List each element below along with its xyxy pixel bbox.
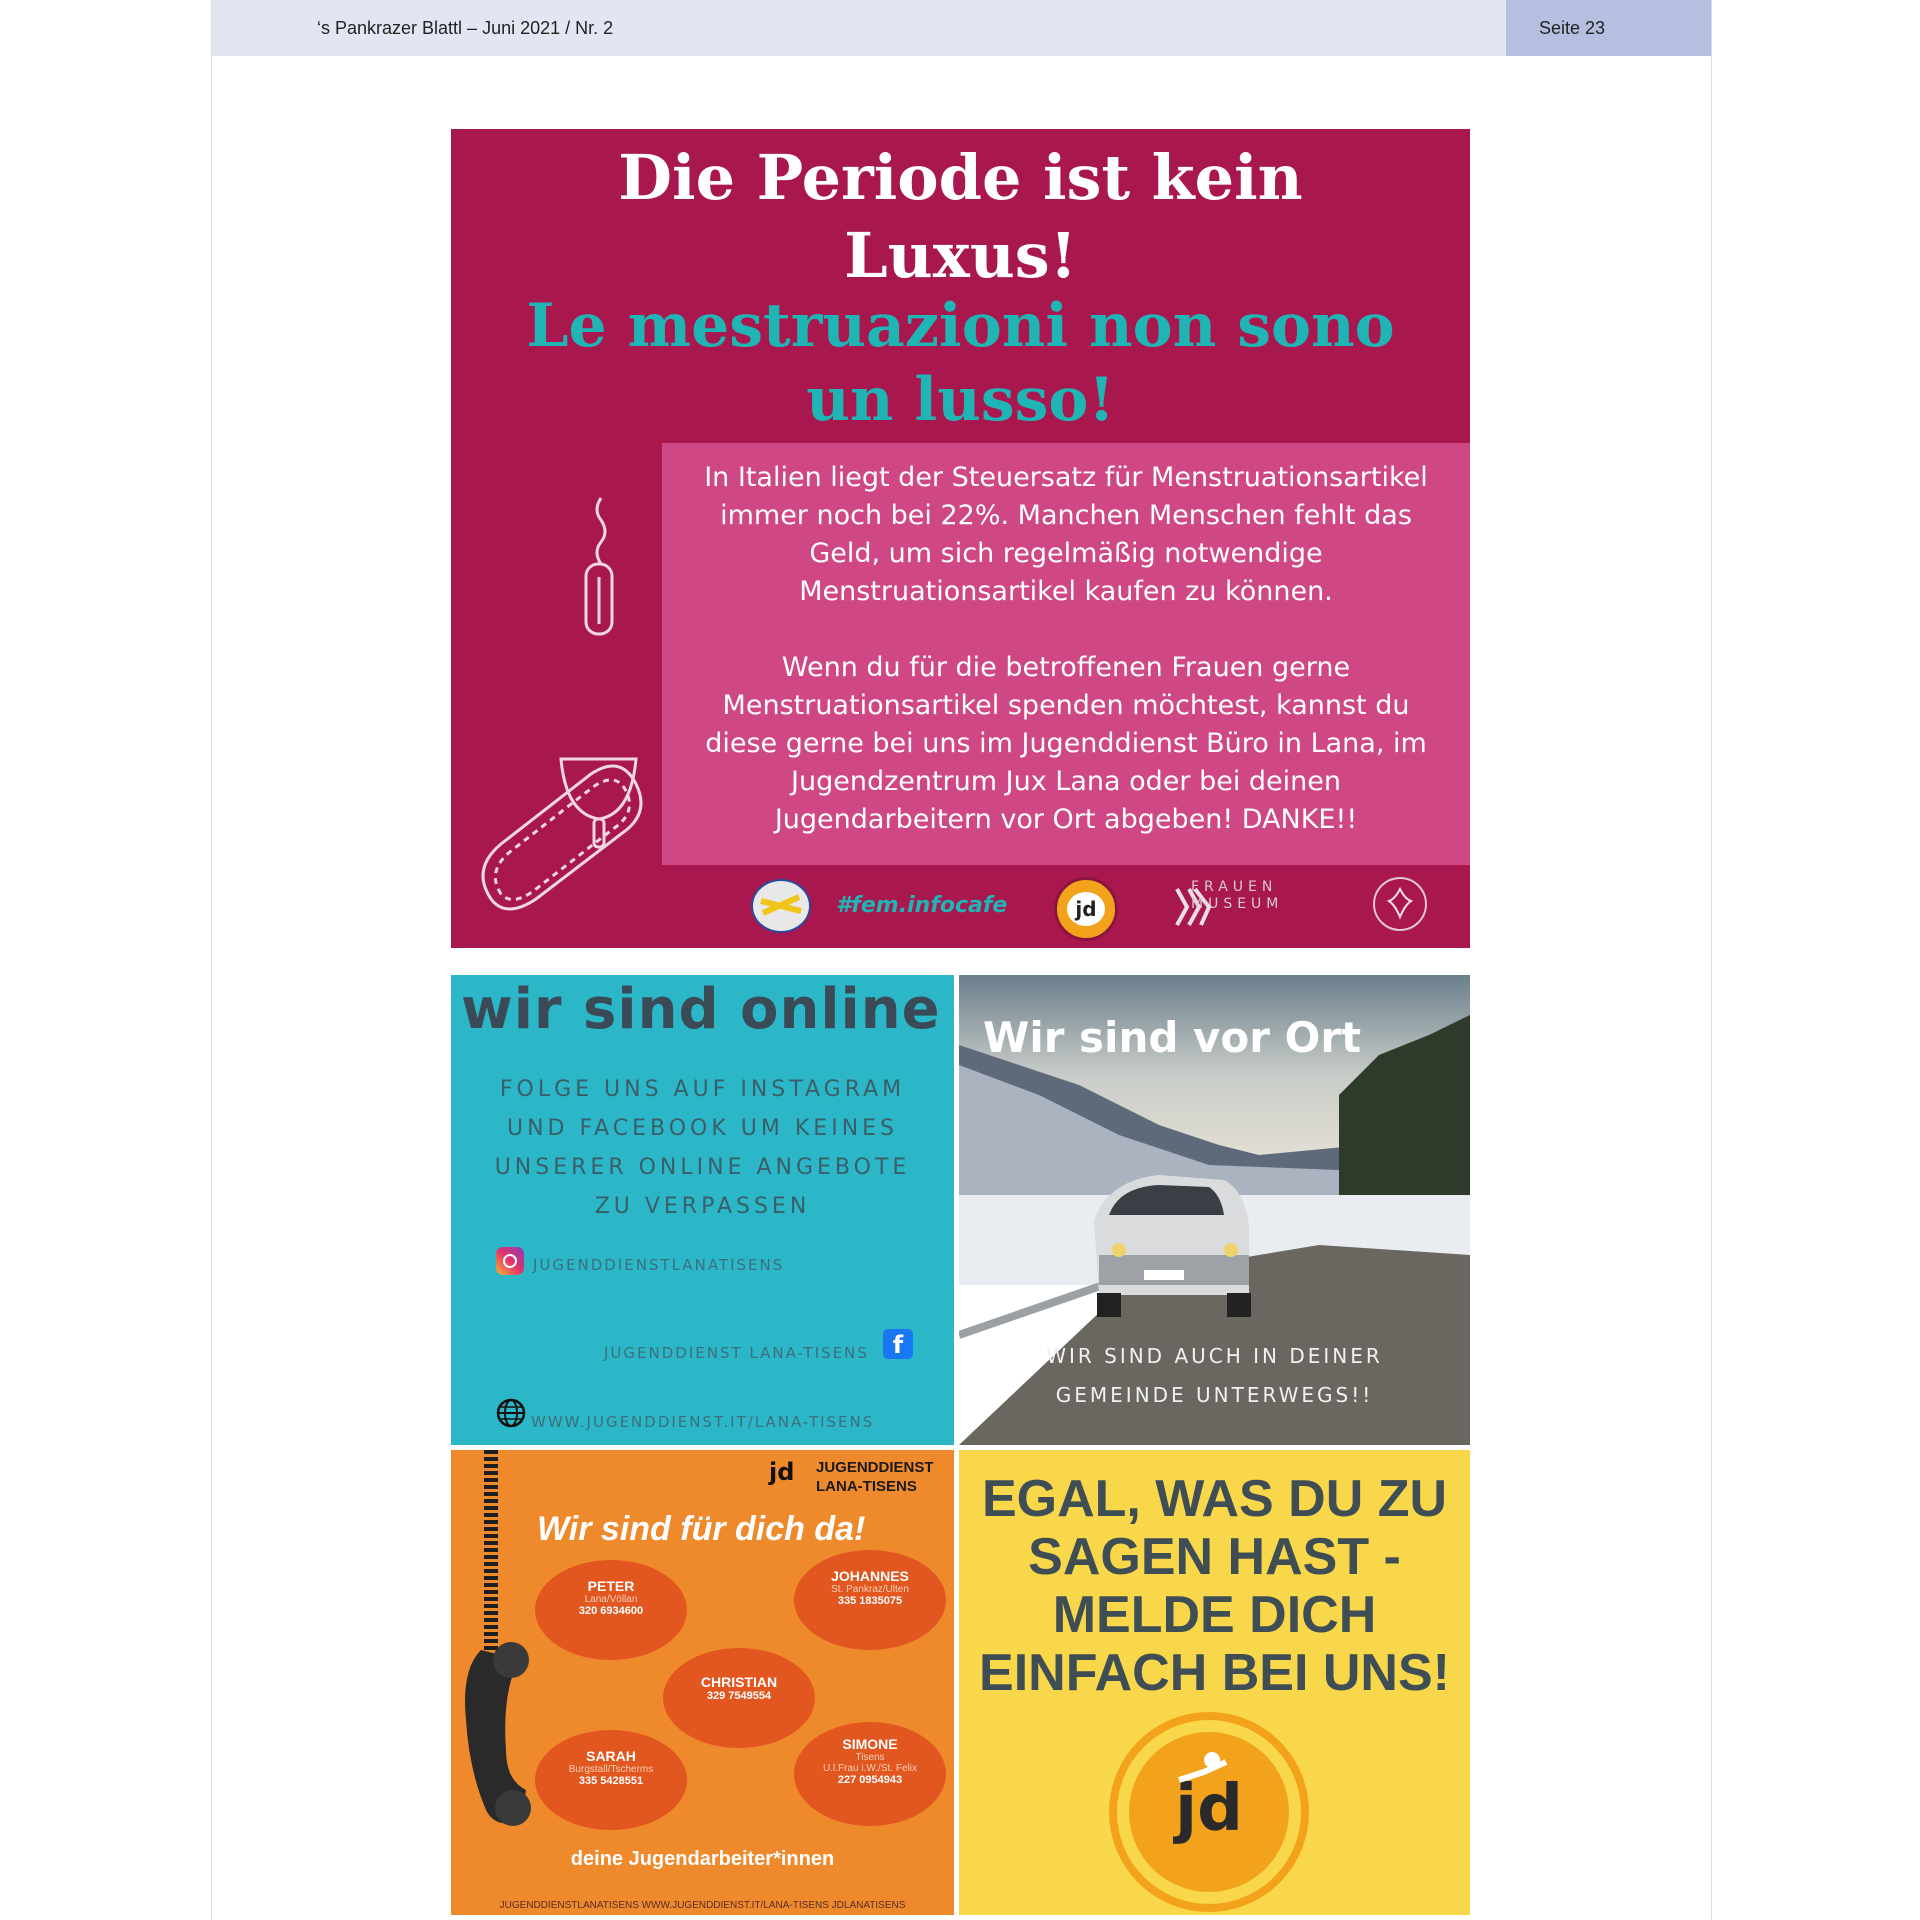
contact-phone: 227 0954943 xyxy=(837,1774,903,1786)
melde-dich-tile xyxy=(959,1450,1470,1915)
melde-line: MELDE DICH xyxy=(1052,1586,1377,1644)
poster-line: Geld, um sich regelmäßig notwendige xyxy=(809,538,1323,569)
instagram-handle[interactable]: JUGENDDIENSTLANATISENS xyxy=(533,1256,785,1274)
online-text-line: UNSERER ONLINE ANGEBOTE xyxy=(494,1155,911,1180)
contact-phone: 329 7549554 xyxy=(706,1690,772,1702)
jd-logo: jd xyxy=(1054,877,1118,941)
jux-logo xyxy=(751,879,811,933)
contact-bubble xyxy=(535,1730,687,1830)
online-title: wir sind online xyxy=(461,977,941,1042)
frauenmuseum-line1: FRAUEN xyxy=(1191,879,1278,895)
telephone-receiver-icon xyxy=(451,1450,531,1830)
page-header xyxy=(212,0,1711,56)
contact-name: SIMONE xyxy=(842,1736,898,1752)
melde-line: EGAL, WAS DU ZU xyxy=(981,1470,1448,1528)
poster-line: Menstruationsartikel spenden möchtest, kannst du xyxy=(722,690,1410,721)
online-text-line: ZU VERPASSEN xyxy=(594,1194,811,1219)
contact-bubble xyxy=(535,1560,687,1660)
menstrual-cup-icon xyxy=(561,759,636,847)
page-number: Seite 23 xyxy=(1539,18,1606,38)
melde-line: EINFACH BEI UNS! xyxy=(979,1644,1450,1702)
facebook-handle[interactable]: JUGENDDIENST LANA-TISENS xyxy=(604,1344,869,1362)
poster-line: In Italien liegt der Steuersatz für Menstruationsartikel xyxy=(704,462,1428,493)
vor-ort-subtitle xyxy=(959,1337,1470,1415)
frauenmuseum-line2: MUSEUM xyxy=(1191,896,1284,912)
jd-mini-logo: jd xyxy=(769,1458,795,1486)
online-tile xyxy=(451,975,954,1445)
vor-ort-tile xyxy=(959,975,1470,1445)
contact-name: CHRISTIAN xyxy=(700,1674,778,1690)
online-text xyxy=(451,1070,954,1226)
contacts-social-line: JUGENDDIENSTLANATISENS WWW.JUGENDDIENST.IT/LANA-TISENS JDLANATISENS xyxy=(499,1900,906,1911)
poster-paragraph-2 xyxy=(662,649,1470,839)
poster-line: Jugendarbeitern vor Ort abgeben! DANKE!! xyxy=(774,804,1358,835)
jd-figure-icon xyxy=(1174,1750,1234,1790)
poster-line: Wenn du für die betroffenen Frauen gerne xyxy=(781,652,1351,683)
poster-title-german xyxy=(451,139,1470,295)
poster-line: diese gerne bei uns im Jugenddienst Büro in Lana, im xyxy=(705,728,1427,759)
contacts-tile xyxy=(451,1450,954,1915)
website-link[interactable]: WWW.JUGENDDIENST.IT/LANA-TISENS xyxy=(531,1413,875,1431)
contact-name: PETER xyxy=(587,1578,635,1594)
poster-title-german-line2: Luxus! xyxy=(844,219,1077,292)
poster-paragraph-1 xyxy=(662,459,1470,611)
contact-area: U.l.Frau i.W./St. Felix xyxy=(823,1763,917,1774)
poster-body-text xyxy=(662,459,1470,877)
vor-ort-subtitle-line1: WIR SIND AUCH IN DEINER xyxy=(1046,1344,1383,1368)
contact-bubble xyxy=(794,1722,946,1826)
contact-phone: 335 1835075 xyxy=(837,1595,903,1607)
poster-title-german-line1: Die Periode ist kein xyxy=(618,141,1303,214)
contacts-footer: deine Jugendarbeiter*innen xyxy=(570,1848,835,1870)
period-poster xyxy=(451,129,1470,948)
instagram-icon xyxy=(496,1247,524,1275)
contact-area: Lana/Völlan xyxy=(584,1594,638,1605)
frauenmuseum-logo-text xyxy=(1191,879,1283,913)
poster-line: Menstruationsartikel kaufen zu können. xyxy=(799,576,1333,607)
vor-ort-title: Wir sind vor Ort xyxy=(983,1013,1362,1062)
contact-bubble xyxy=(663,1648,815,1748)
jd-logo-text: jd xyxy=(1175,1772,1243,1846)
contacts-brand xyxy=(816,1458,934,1496)
tampon-icon xyxy=(586,498,612,634)
contact-bubble xyxy=(794,1550,946,1650)
poster-title-italian xyxy=(451,289,1470,437)
globe-icon xyxy=(495,1397,527,1429)
contact-phone: 335 5428551 xyxy=(578,1775,644,1787)
publication-title: ‘s Pankrazer Blattl – Juni 2021 / Nr. 2 xyxy=(317,18,614,38)
contact-phone: 320 6934600 xyxy=(578,1605,644,1617)
contacts-brand-line1: JUGENDDIENST xyxy=(816,1459,934,1476)
partner-logos xyxy=(451,865,1470,948)
poster-text-box xyxy=(662,443,1470,865)
contact-area: Burgstall/Tscherms xyxy=(568,1764,654,1775)
online-text-line: UND FACEBOOK UM KEINES xyxy=(506,1116,899,1141)
contact-name: JOHANNES xyxy=(831,1568,909,1584)
contact-area: Tisens xyxy=(855,1752,885,1763)
jd-logo-large xyxy=(1109,1712,1309,1912)
facebook-icon: f xyxy=(883,1329,913,1359)
scout-logo xyxy=(1373,877,1427,931)
poster-line: immer noch bei 22%. Manchen Menschen fehlt das xyxy=(720,500,1412,531)
contacts-brand-line2: LANA-TISENS xyxy=(816,1478,917,1495)
poster-title-italian-line2: un lusso! xyxy=(806,365,1115,435)
online-text-line: FOLGE UNS AUF INSTAGRAM xyxy=(499,1077,906,1102)
contact-area: St. Pankraz/Ulten xyxy=(831,1584,909,1595)
poster-title-italian-line1: Le mestruazioni non sono xyxy=(526,291,1395,361)
page-number-box xyxy=(1506,0,1711,56)
melde-dich-text xyxy=(959,1470,1470,1702)
contacts-title: Wir sind für dich da! xyxy=(537,1510,866,1548)
contact-name: SARAH xyxy=(586,1748,636,1764)
vor-ort-subtitle-line2: GEMEINDE UNTERWEGS!! xyxy=(1055,1383,1374,1407)
hashtag-label: #fem.infocafe xyxy=(836,893,1008,918)
poster-line: Jugendzentrum Jux Lana oder bei deinen xyxy=(791,766,1341,797)
melde-line: SAGEN HAST - xyxy=(1028,1528,1401,1586)
